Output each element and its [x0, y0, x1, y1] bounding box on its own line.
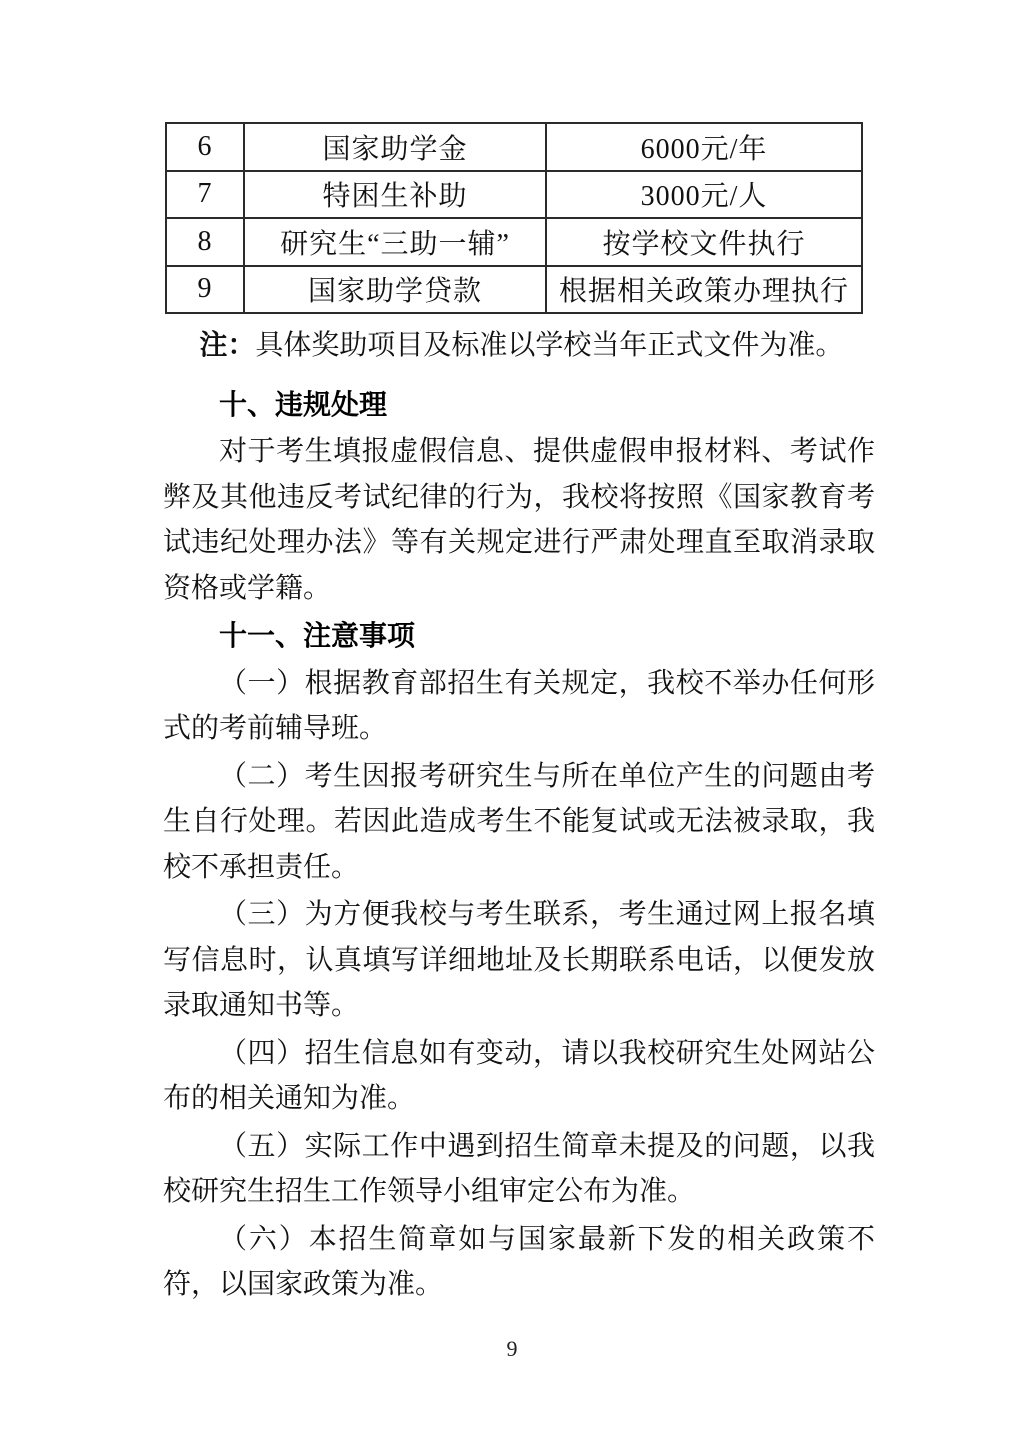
paragraph-notice-6: （六）本招生简章如与国家最新下发的相关政策不符，以国家政策为准。: [163, 1223, 875, 1300]
section-heading-11: 十一、注意事项: [219, 620, 416, 651]
funding-standard: 6000元/年: [546, 123, 862, 171]
table-row: [166, 218, 862, 266]
row-number: 6: [166, 123, 244, 171]
paragraph-notice-5: （五）实际工作中遇到招生简章未提及的问题，以我校研究生招生工作领导小组审定公布为准。: [163, 1130, 875, 1207]
note-label: 注：: [199, 329, 256, 360]
row-number: 8: [166, 218, 244, 266]
funding-item: 研究生“三助一辅”: [244, 218, 546, 266]
funding-item: 国家助学金: [244, 123, 546, 171]
page-number: 9: [506, 1336, 518, 1361]
paragraph-notice-3: （三）为方便我校与考生联系，考生通过网上报名填写信息时，认真填写详细地址及长期联系电话，以便发放录取通知书等。: [163, 899, 875, 1021]
table-row: [166, 266, 862, 314]
table-row: [166, 123, 862, 171]
row-number: 7: [166, 171, 244, 219]
funding-standard: 按学校文件执行: [546, 218, 862, 266]
paragraph-notice-4: （四）招生信息如有变动，请以我校研究生处网站公布的相关通知为准。: [163, 1037, 875, 1114]
document-body: [163, 122, 875, 1308]
paragraph-notice-1: （一）根据教育部招生有关规定，我校不举办任何形式的考前辅导班。: [163, 667, 875, 744]
funding-standard: 根据相关政策办理执行: [546, 266, 862, 314]
funding-standard: 3000元/人: [546, 171, 862, 219]
funding-item: 特困生补助: [244, 171, 546, 219]
table-note: [163, 322, 875, 369]
row-number: 9: [166, 266, 244, 314]
funding-item: 国家助学贷款: [244, 266, 546, 314]
paragraph-notice-2: （二）考生因报考研究生与所在单位产生的问题由考生自行处理。若因此造成考生不能复试或无法被录取，我校不承担责任。: [163, 760, 875, 883]
table-row: [166, 171, 862, 219]
note-text: 具体奖助项目及标准以学校当年正式文件为准。: [255, 330, 844, 361]
paragraph-violation-handling: 对于考生填报虚假信息、提供虚假申报材料、考试作弊及其他违反考试纪律的行为，我校将按照《国家教育考试违纪处理办法》等有关规定进行严肃处理直至取消录取资格或学籍。: [163, 436, 875, 604]
section-heading-10: 十、违规处理: [219, 388, 388, 420]
funding-table: [165, 122, 863, 314]
